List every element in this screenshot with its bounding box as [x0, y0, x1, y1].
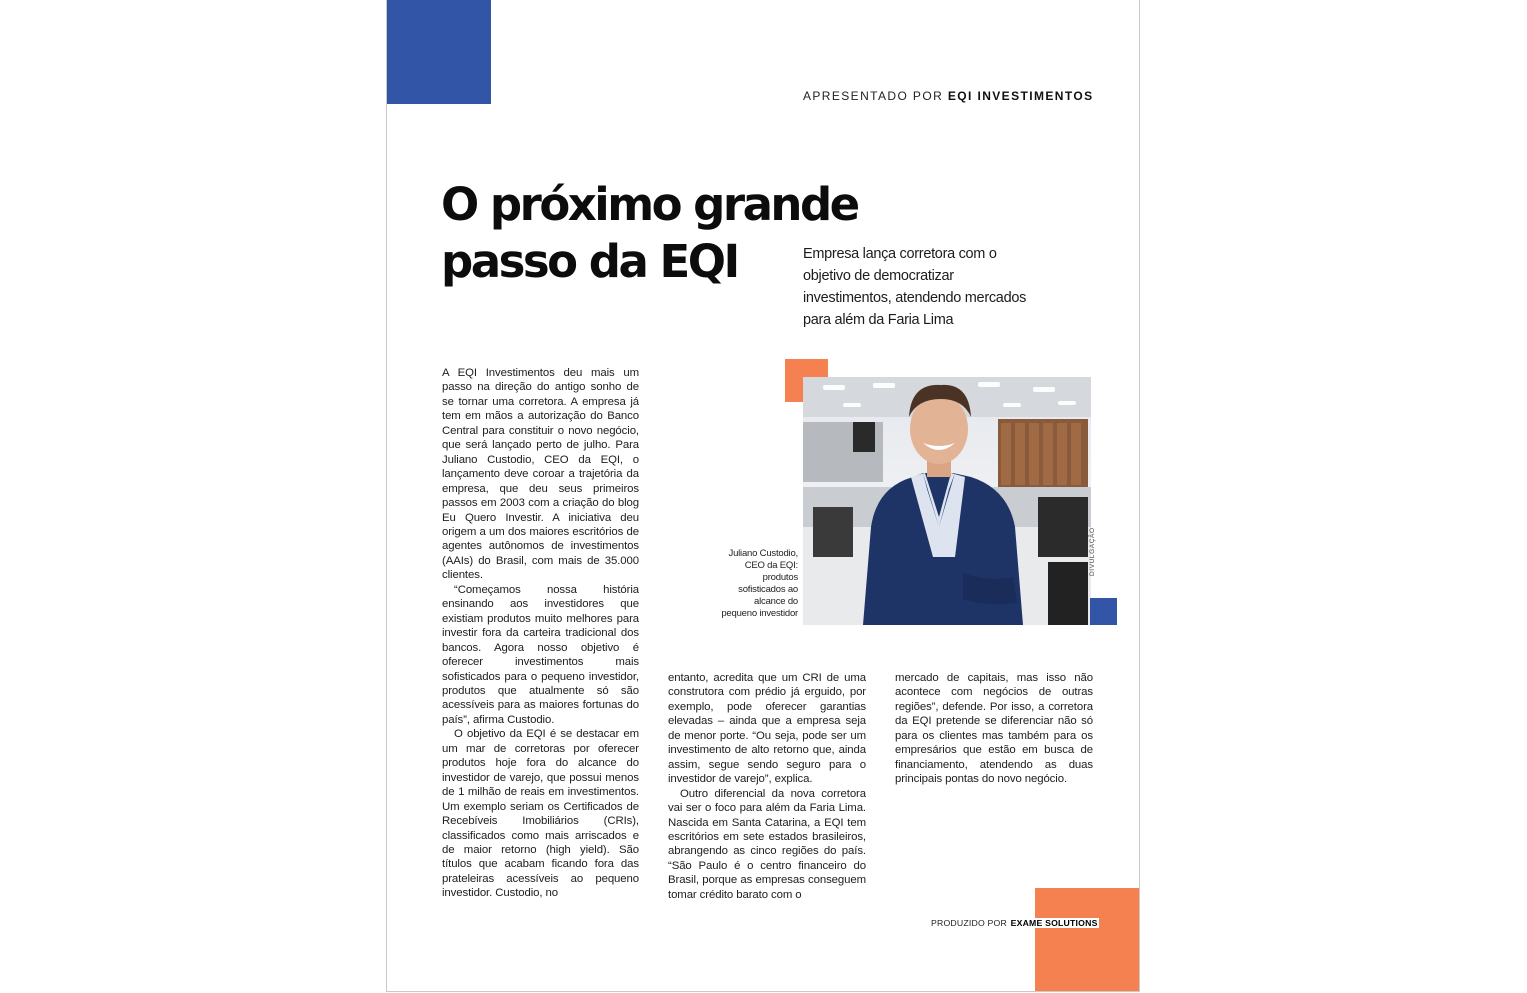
headline-line-1: O próximo grande	[441, 178, 858, 231]
sponsor-prefix: APRESENTADO POR	[803, 89, 944, 103]
subheadline: Empresa lança corretora com o objetivo de democratizar investimentos, atendendo mercados para além da Faria Lima	[803, 246, 1027, 328]
body-column-2	[668, 671, 866, 933]
body-column-1	[442, 366, 639, 933]
paragraph: A EQI Investimentos deu mais um passo na direção do antigo sonho de se tornar uma corretora. A empresa já tem em mãos a autorização do Banco Central para constituir o novo negócio, que será lançado perto de julho. Para Juliano Custodio, CEO da EQI, o lançamento deve coroar a trajetória da empresa, que deu seus primeiros passos em 2003 com a criação do blog Eu Quero Investir. A iniciativa deu origem a um dos maiores escritórios de agentes autônomos de investimentos (AAIs) do Brasil, com mais de 35.000 clientes.	[442, 367, 639, 582]
paragraph: mercado de capitais, mas isso não acontece com negócios de outras regiões”, defende. Por isso, a corretora da EQI pretende se diferenciar não só para os clientes mas também para os empresários que estão em busca de financiamento, atendendo as duas principais pontas do novo negócio.	[895, 672, 1093, 786]
producer-line	[931, 918, 1099, 928]
photo-credit: DIVULGAÇÃO	[1089, 527, 1096, 576]
sponsor-line	[803, 89, 1093, 103]
orange-accent-square-large	[1035, 888, 1140, 992]
body-column-3	[895, 671, 1093, 787]
paragraph: O objetivo da EQI é se destacar em um mar de corretoras por oferecer produtos hoje fora do alcance do investidor de varejo, que possui menos de 1 milhão de reais em investimentos. Um exemplo seriam os Certificados de Recebíveis Imobiliários (CRIs), classificados como mais arriscados e de maior retorno (high yield). São títulos que acabam ficando fora das prateleiras acessíveis ao pequeno investidor. Custodio, no	[442, 728, 639, 900]
blue-accent-square	[387, 0, 491, 104]
paragraph: Outro diferencial da nova corretora vai ser o foco para além da Faria Lima. Nascida em Santa Catarina, a EQI tem escritórios em sete estados brasileiros, abrangendo as cinco regiões do país. “São Paulo é o centro financeiro do Brasil, porque as empresas conseguem tomar crédito barato com o	[668, 787, 866, 901]
portrait-illustration	[803, 377, 1091, 625]
paragraph: entanto, acredita que um CRI de uma construtora com prédio já erguido, por exemplo, pode oferecer garantias elevadas – ainda que a empresa seja de menor porte. “Ou seja, pode ser um investimento de alto retorno que, ainda assim, segue sendo seguro para o investidor de varejo”, explica.	[668, 672, 866, 786]
paragraph: “Começamos nossa história ensinando aos investidores que existiam produtos muito melhores para investir fora da carteira tradicional dos bancos. Agora nosso objetivo é oferecer investimentos mais sofisticados para o pequeno investidor, produtos que atualmente só são acessíveis para as maiores fortunas do país”, afirma Custodio.	[442, 583, 639, 726]
producer-brand: EXAME SOLUTIONS	[1010, 918, 1098, 928]
blue-accent-square-small	[1090, 598, 1117, 625]
magazine-page	[386, 0, 1140, 992]
photo-caption: Juliano Custodio, CEO da EQI: produtos sofisticados ao alcance do pequeno investidor	[721, 548, 798, 619]
producer-prefix: PRODUZIDO POR	[931, 918, 1007, 928]
sponsor-brand: EQI INVESTIMENTOS	[947, 89, 1094, 103]
headline-line-2: passo da EQI	[441, 235, 738, 288]
portrait-photo	[803, 377, 1091, 625]
